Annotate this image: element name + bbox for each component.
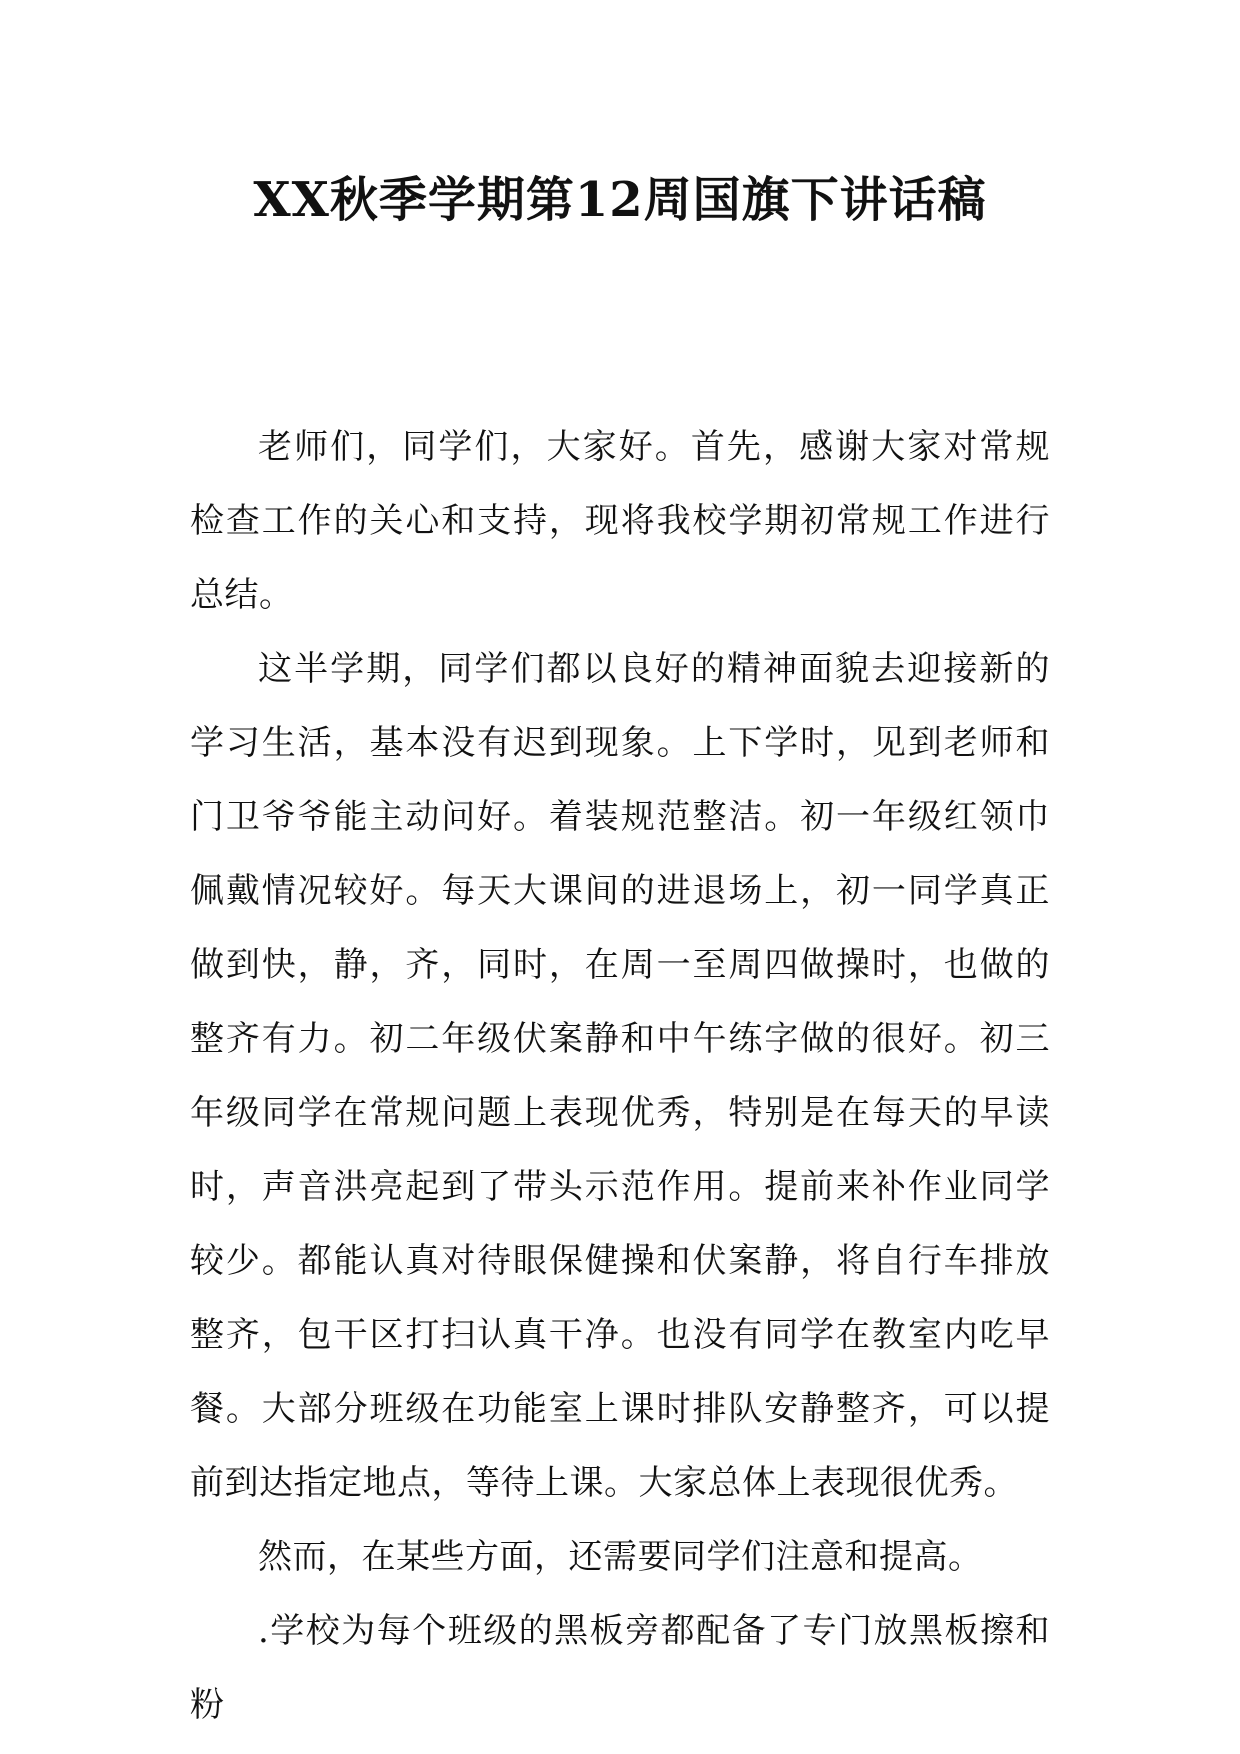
document-body [190, 410, 1050, 1742]
paragraph-improvement: 然而，在某些方面，还需要同学们注意和提高。 [258, 1537, 983, 1577]
paragraph-greeting: 老师们，同学们，大家好。首先，感谢大家对常规检查工作的关心和支持，现将我校学期初常规工作进行总结。 [190, 427, 1050, 615]
paragraph-blackboard: .学校为每个班级的黑板旁都配备了专门放黑板擦和粉 [190, 1611, 1050, 1725]
paragraph-summary: 这半学期，同学们都以良好的精神面貌去迎接新的学习生活，基本没有迟到现象。上下学时，见到老师和门卫爷爷能主动问好。着装规范整洁。初一年级红领巾佩戴情况较好。每天大课间的进退场上，初一同学真正做到快，静，齐，同时，在周一至周四做操时，也做的整齐有力。初二年级伏案静和中午练字做的很好。初三年级同学在常规问题上表现优秀，特别是在每天的早读时，声音洪亮起到了带头示范作用。提前来补作业同学较少。都能认真对待眼保健操和伏案静，将自行车排放整齐，包干区打扫认真干净。也没有同学在教室内吃早餐。大部分班级在功能室上课时排队安静整齐，可以提前到达指定地点，等待上课。大家总体上表现很优秀。 [190, 649, 1050, 1503]
document-title: XX秋季学期第12周国旗下讲话稿 [253, 172, 987, 228]
